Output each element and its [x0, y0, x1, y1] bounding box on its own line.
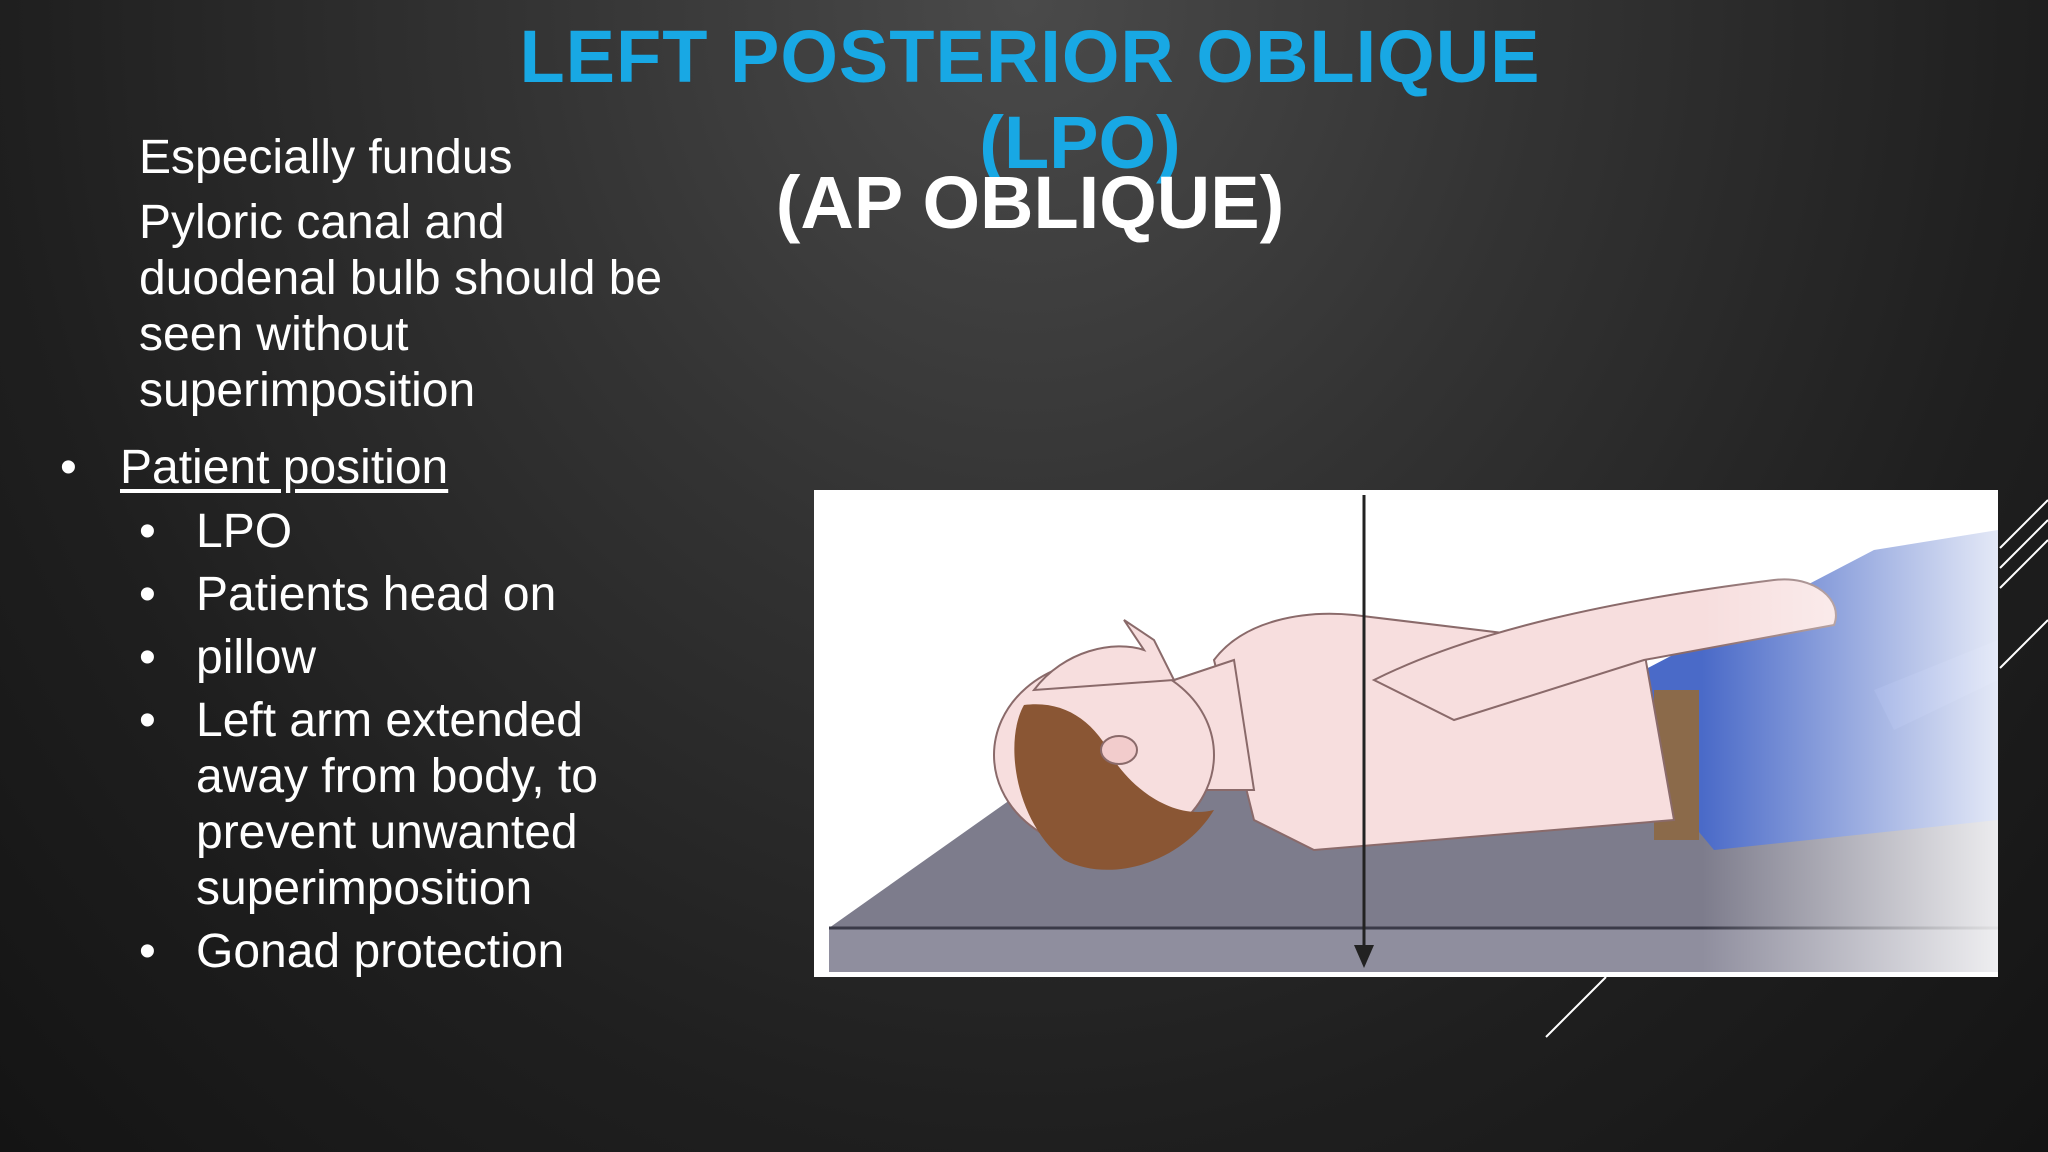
- list-item-text: Gonad protection: [196, 925, 565, 978]
- list-item-text: pillow: [196, 631, 317, 684]
- list-item: [139, 924, 699, 980]
- bullet-dot: •: [139, 925, 156, 978]
- patient-illustration-svg: [814, 490, 1998, 977]
- list-item: [139, 693, 699, 917]
- patient-lpo-position-illustration: [814, 490, 1998, 977]
- list-item-text: Left arm extended away from body, to prevent unwanted superimposition: [196, 694, 598, 915]
- bullet-dot: •: [139, 631, 156, 684]
- list-item: [139, 567, 699, 623]
- deco-line-4: [2000, 620, 2048, 668]
- bullet-dot: •: [139, 694, 156, 747]
- deco-line-3: [2000, 540, 2048, 588]
- title-line-1: LEFT POSTERIOR OBLIQUE: [519, 15, 1541, 98]
- list-item-text: Patients head on: [196, 568, 557, 621]
- list-item-text: LPO: [196, 505, 293, 558]
- list-item: [139, 630, 699, 686]
- deco-line-1: [2000, 500, 2048, 548]
- intro-text-2: Pyloric canal and duodenal bulb should be seen without superimposition: [139, 196, 663, 417]
- main-bullet-label: Patient position: [120, 441, 449, 494]
- deco-line-5: [1546, 977, 1606, 1037]
- list-item: [139, 504, 699, 560]
- slide-subtitle: (AP OBLIQUE): [775, 161, 1285, 244]
- bullet-dot: •: [60, 441, 77, 494]
- bullet-dot: •: [139, 568, 156, 621]
- sub-bullet-list: [139, 504, 699, 987]
- bullet-dot: •: [139, 505, 156, 558]
- title-line-2: (LPO): [979, 101, 1181, 184]
- intro-text-1: Especially fundus: [139, 131, 513, 184]
- slide-title: [500, 14, 1560, 100]
- deco-line-2: [2000, 520, 2048, 568]
